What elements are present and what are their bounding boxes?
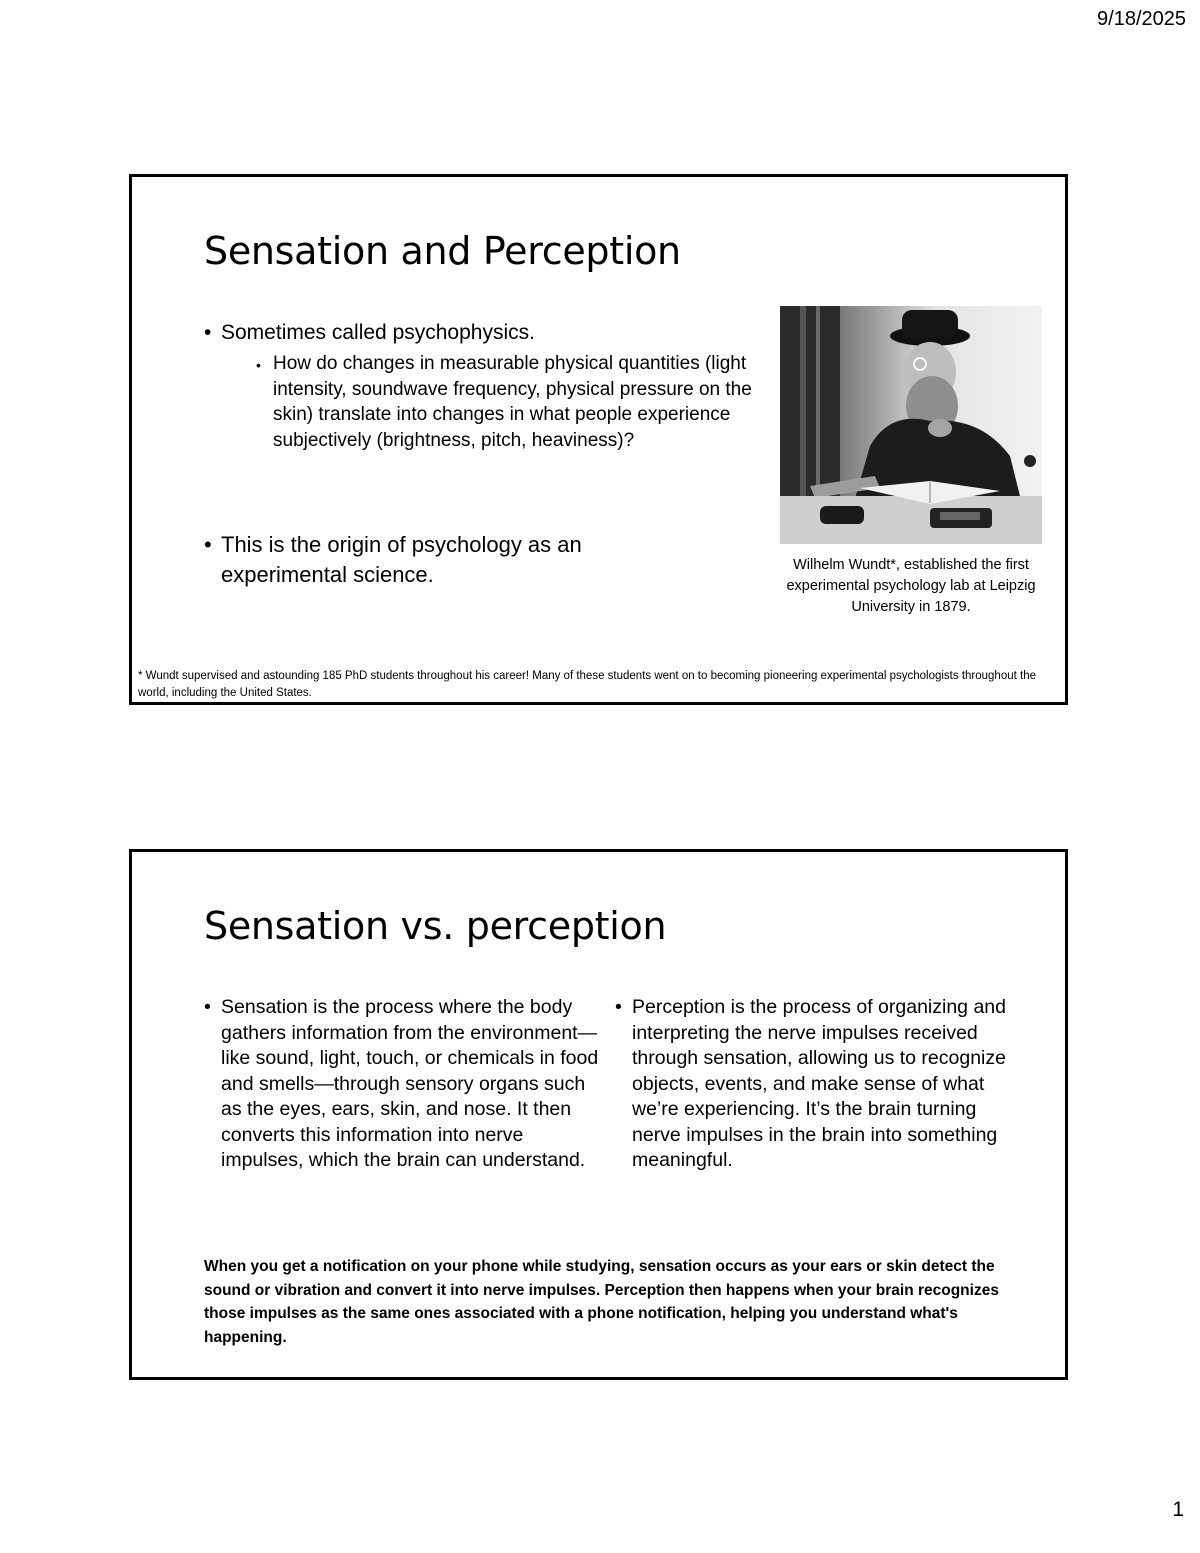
bullet-text: This is the origin of psychology as an experimental science.	[221, 532, 582, 587]
slide-title: Sensation vs. perception	[204, 904, 667, 948]
bullet-text: Sensation is the process where the body gathers information from the environment—like sound, light, touch, or chemicals in food and smells—through sensory organs such as the eyes, ears, skin, and nose. It then converts this information into nerve impulses, which the brain can understand.	[221, 996, 599, 1171]
bullet-perception-definition	[615, 995, 1015, 1174]
photo-caption: Wilhelm Wundt*, established the first experimental psychology lab at Leipzig University in 1879.	[786, 557, 1036, 615]
footnote: * Wundt supervised and astounding 185 PhD students throughout his career! Many of these students went on to becoming pioneering experimental psychologists throughout the world, including the United States.	[138, 670, 1036, 699]
sub-bullet-text: How do changes in measurable physical quantities (light intensity, soundwave frequency, physical pressure on the skin) translate into changes in what people experience subjectively (brightness, pitch, heaviness)?	[273, 353, 752, 451]
bullet-text: Sometimes called psychophysics.	[221, 321, 535, 344]
slide-title: Sensation and Perception	[204, 229, 681, 273]
slide-sensation-vs-perception	[129, 849, 1068, 1380]
wundt-photo	[780, 306, 1042, 544]
page-number: 1	[1172, 1498, 1184, 1521]
bullet-origin-of-psychology	[204, 530, 654, 590]
bullet-psychophysics	[204, 319, 764, 453]
bullet-text: Perception is the process of organizing and interpreting the nerve impulses received through sensation, allowing us to recognize objects, events, and make sense of what we’re experiencing. It’s the brain turning nerve impulses in the brain into something meaningful.	[632, 996, 1006, 1171]
bullet-sensation-definition	[204, 995, 604, 1174]
slide-body	[204, 319, 764, 453]
sub-bullet-physical-quantities	[256, 351, 756, 453]
example-paragraph: When you get a notification on your phone while studying, sensation occurs as your ears or skin detect the sound or vibration and convert it into nerve impulses. Perception then happens when your brain recognizes those impulses as the same ones associated with a phone notification, helping you understand what's happening.	[204, 1258, 999, 1346]
print-date: 9/18/2025	[1097, 8, 1186, 30]
slide-sensation-and-perception	[129, 174, 1068, 705]
